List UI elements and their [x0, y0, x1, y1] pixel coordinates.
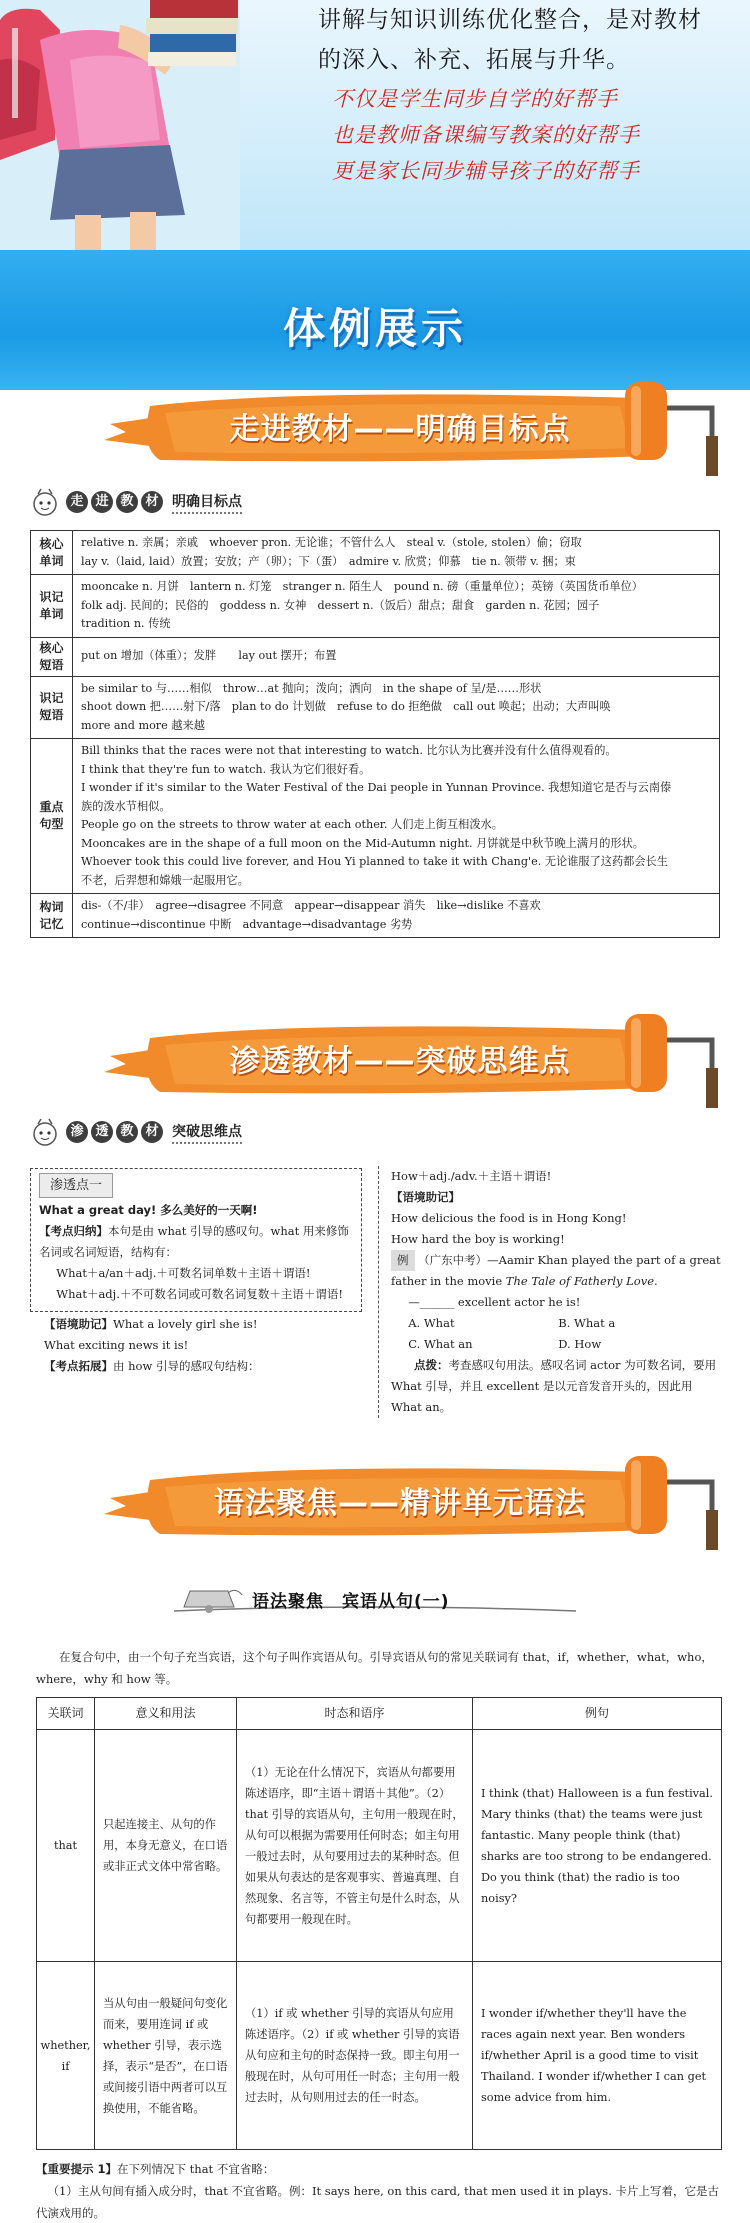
- heading-char: 进: [91, 491, 113, 513]
- table-row: [31, 575, 720, 638]
- option-a: A. What: [408, 1316, 455, 1330]
- cell-examples: I think (that) Halloween is a fun festival. Mary thinks (that) the teams were just fantastic. Many people think (that) sharks are too strong to be endangered. Do you think (that) the radio is too noisy?: [473, 1730, 722, 1962]
- heading-char: 材: [141, 491, 163, 513]
- grammar-title: 语法聚焦 宾语从句(一): [252, 1592, 450, 1612]
- heading-char: 材: [141, 1121, 163, 1143]
- mascot-icon: [30, 487, 60, 517]
- context-example: How delicious the food is in Hong Kong!: [391, 1211, 627, 1225]
- grammar-heading: [170, 1581, 580, 1617]
- point-right-column: [378, 1166, 722, 1418]
- option-c: C. What an: [408, 1337, 473, 1351]
- hero-line: 讲解与知识训练优化整合，是对教材: [318, 7, 702, 33]
- grammar-note: 【重要提示 1】在下列情况下 that 不宜省略： （1）主从句间有插入成分时，that 不宜省略。例：It says here, on this card, that men used it in plays. 卡片上写着，它是古代演戏用的。: [36, 2162, 720, 2220]
- band-title: 体例展示: [282, 304, 467, 353]
- banner-text: 语法聚焦——精讲单元语法: [214, 1486, 586, 1521]
- cell-examples: I wonder if/whether they'll have the races again next year. Ben wonders if/whether April is a good time to visit Thailand. I wonder if/whether I can get some advice from him.: [473, 1962, 722, 2150]
- table-row: [31, 739, 720, 894]
- row-label: 核心 单词: [31, 531, 73, 575]
- banner-text: 渗透教材——突破思维点: [229, 1044, 571, 1079]
- row-content: Bill thinks that the races were not that interesting to watch. 比尔认为比赛并没有什么值得观看的。 I think that they're fun to watch. 我认为它们很好看。 I wonder if it's similar to the Water Festival of the Dai people in Yunnan Province. 我想知道它是否与云南傣 族的泼水节相似。 People go on the streets to throw water at each other. 人们走上街互相泼水。 Mooncakes are in the shape of a full moon on the Mid-Autumn night. 月饼就是中秋节晚上满月的形状。 Whoever took this could live forever, and Hou Yi planned to take it with Chang'e. 无论谁服了这药都会长生 不老，后羿想和嫦娥一起服用它。: [73, 739, 720, 894]
- point-left-column: [30, 1168, 362, 1377]
- table-row: [37, 1962, 722, 2150]
- point-context: 【语境助记】What a lovely girl she is! What exciting news it is! 【考点拓展】由 how 引导的感叹句结构：: [44, 1317, 260, 1373]
- cell-meaning: 当从句由一般疑问句变化而来，要用连词 if 或 whether 引导，表示选择，表示“是否”，在口语或间接引语中两者可以互换使用，不能省略。: [95, 1962, 237, 2150]
- mascot-icon: [30, 1117, 60, 1147]
- hero-red-line: 更是家长同步辅导孩子的好帮手: [332, 159, 640, 183]
- hint: 点拨：考查感叹句用法。感叹名词 actor 为可数名词，要用 What 引导，并且 excellent 是以元音发音开头的，因此用 What an。: [391, 1358, 717, 1414]
- row-label: 重点 句型: [31, 739, 73, 894]
- column-header: 意义和用法: [95, 1698, 237, 1730]
- table-header-row: [37, 1698, 722, 1730]
- row-content: relative n. 亲属；亲戚 whoever pron. 无论谁；不管什么人 steal v.（stole, stolen）偷；窃取 lay v.（laid, laid）放置；安放；产（卵）；下（蛋） admire v. 欣赏；仰慕 tie n. 领带 v. 捆；束: [73, 531, 720, 575]
- heading-char: 走: [66, 491, 88, 513]
- point-gist: 【考点归纳】本句是由 what 引导的感叹句。what 用来修饰名词或名词短语，结构有：: [39, 1224, 349, 1259]
- row-label: 识记 短语: [31, 676, 73, 739]
- context-label: 【语境助记】: [391, 1190, 460, 1204]
- hero-section: [0, 0, 750, 250]
- cell-tense: （1）if 或 whether 引导的宾语从句应用陈述语序。（2）if 或 whether 引导的宾语从句应和主句的时态保持一致。即主句用一般现在时，从句可用任一时态；主句用一般过去时，从句则用过去的任一时态。: [237, 1962, 473, 2150]
- roller-banner-2: [0, 1000, 750, 1110]
- exam-question: 例 （广东中考）—Aamir Khan played the part of a great father in the movie The Tale of Fatherly Love.: [391, 1250, 722, 1292]
- hero-line: 的深入、补充、拓展与升华。: [318, 47, 630, 73]
- table-row: [31, 894, 720, 938]
- roller-banner-3: [0, 1442, 750, 1552]
- student-with-books-image: [0, 0, 240, 250]
- row-content: dis-（不/非） agree→disagree 不同意 appear→disappear 消失 like→dislike 不喜欢 continue→discontinue 中断 advantage→disadvantage 劣势: [73, 894, 720, 938]
- section-heading-2: [30, 1116, 242, 1148]
- heading-char: 教: [116, 491, 138, 513]
- column-header: 例句: [473, 1698, 722, 1730]
- table-row: [31, 531, 720, 575]
- heading-subtitle: 明确目标点: [172, 491, 242, 514]
- cell-word: that: [37, 1730, 95, 1962]
- formula: How＋adj./adv.＋主语＋谓语!: [391, 1169, 552, 1183]
- column-header: 关联词: [37, 1698, 95, 1730]
- row-label: 识记 单词: [31, 575, 73, 638]
- banner-text: 走进教材——明确目标点: [229, 412, 571, 447]
- heading-char: 渗: [66, 1121, 88, 1143]
- cell-meaning: 只起连接主、从句的作用，本身无意义，在口语或非正式文体中常省略。: [95, 1730, 237, 1962]
- roller-banner-1: [0, 368, 750, 478]
- option-b: B. What a: [558, 1316, 616, 1330]
- exam-blank: —______ excellent actor he is!: [408, 1295, 581, 1309]
- heading-subtitle: 突破思维点: [172, 1121, 242, 1144]
- table-row: [31, 637, 720, 676]
- column-header: 时态和语序: [237, 1698, 473, 1730]
- options-row: [391, 1334, 722, 1355]
- heading-char: 教: [116, 1121, 138, 1143]
- cell-tense: （1）无论在什么情况下，宾语从句都要用陈述语序，即“主语＋谓语＋其他”。（2）that 引导的宾语从句，主句用一般现在时，从句可以根据为需要用任何时态；如主句用一般过去时，从句要用过去的某种时态。但如果从句表达的是客观事实、普遍真理、自然现象、名言等，不管主句是什么时态，从句都要用一般现在时。: [237, 1730, 473, 1962]
- example-tag: 例: [391, 1250, 415, 1271]
- row-label: 核心 短语: [31, 637, 73, 676]
- point-title: What a great day! 多么美好的一天啊!: [39, 1203, 258, 1217]
- point-box: [30, 1168, 362, 1312]
- point-tag: 渗透点一: [39, 1173, 113, 1198]
- cell-word: whether, if: [37, 1962, 95, 2150]
- hero-red-line: 不仅是学生同步自学的好帮手: [332, 87, 618, 111]
- row-content: put on 增加（体重）；发胖 lay out 摆开；布置: [73, 637, 720, 676]
- formula: What＋adj.＋不可数名词或可数名词复数＋主语＋谓语!: [56, 1287, 344, 1301]
- row-content: mooncake n. 月饼 lantern n. 灯笼 stranger n. 陌生人 pound n. 磅（重量单位）；英镑（英国货币单位） folk adj. 民间的；民俗的 goddess n. 女神 dessert n.（饭后）甜点；甜食 garden n. 花园；园子 tradition n. 传统: [73, 575, 720, 638]
- formula: What＋a/an＋adj.＋可数名词单数＋主语＋谓语!: [56, 1266, 311, 1280]
- row-label: 构词 记忆: [31, 894, 73, 938]
- options-row: [391, 1313, 722, 1334]
- hero-text: [318, 2, 702, 190]
- context-example: How hard the boy is working!: [391, 1232, 565, 1246]
- table-row: [37, 1730, 722, 1962]
- grammar-intro: 在复合句中，由一个句子充当宾语，这个句子叫作宾语从句。引导宾语从句的常见关联词有 that，if，whether，what，who，where，why 和 how 等。: [36, 1650, 713, 1686]
- table-row: [31, 676, 720, 739]
- hero-red-line: 也是教师备课编写教案的好帮手: [332, 123, 640, 147]
- vocab-table: [30, 530, 720, 938]
- heading-char: 透: [91, 1121, 113, 1143]
- option-d: D. How: [558, 1337, 602, 1351]
- section-heading-1: [30, 486, 242, 518]
- grammar-table: [36, 1697, 722, 2150]
- row-content: be similar to 与……相似 throw…at 抛向；泼向；洒向 in the shape of 呈/是……形状 shoot down 把……射下/落 plan to do 计划做 refuse to do 拒绝做 call out 唤起；出动；大声叫唤 more and more 越来越: [73, 676, 720, 739]
